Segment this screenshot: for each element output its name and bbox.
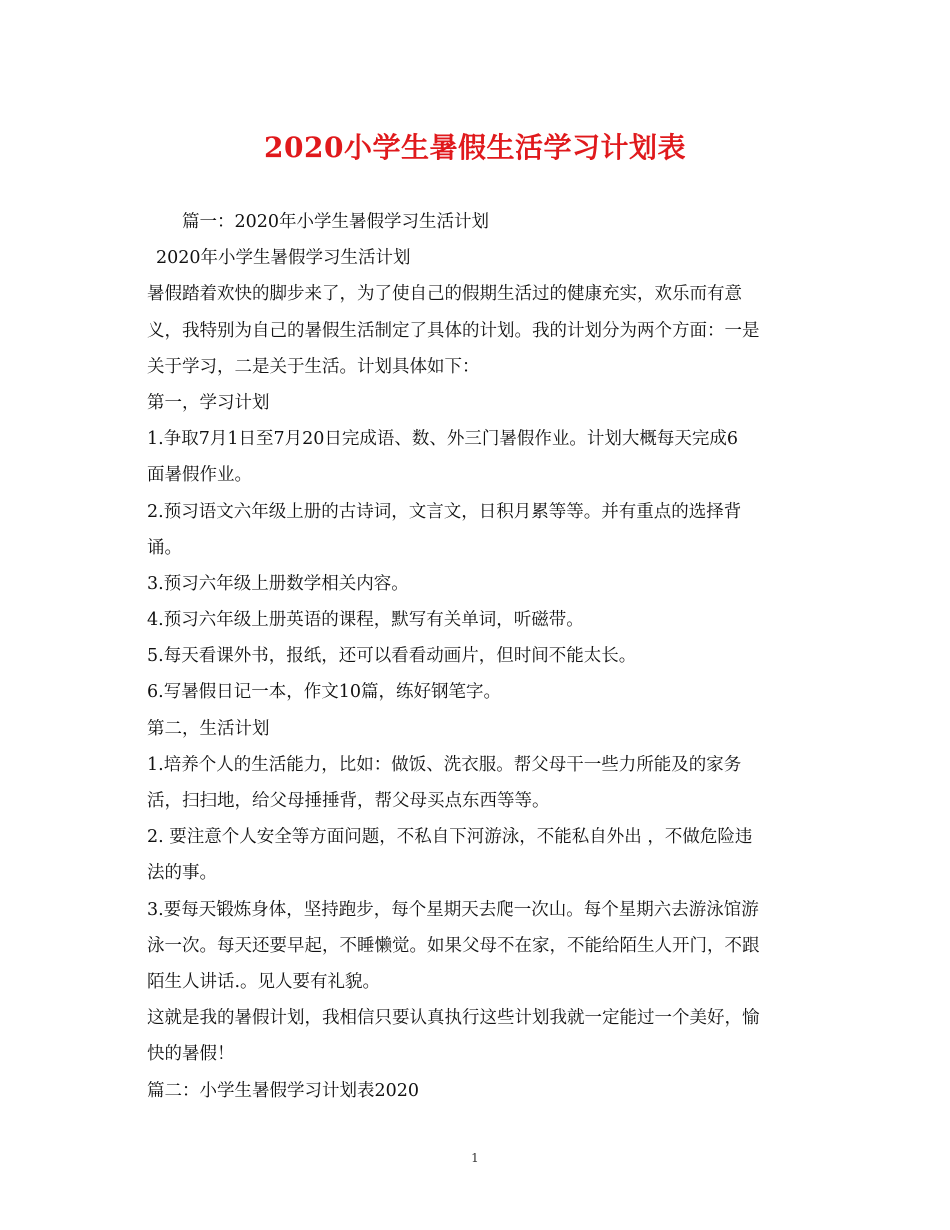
paragraph-line: 暑假踏着欢快的脚步来了，为了使自己的假期生活过的健康充实，欢乐而有意: [147, 284, 742, 305]
subheading: 2020年小学生暑假学习生活计划: [156, 248, 411, 269]
list-item: 5.每天看课外书，报纸，还可以看看动画片，但时间不能太长。: [147, 646, 637, 667]
section-heading-part-two: 篇二：小学生暑假学习计划表2020: [147, 1080, 420, 1101]
page-number: 1: [471, 1151, 479, 1165]
list-item: 2. 要注意个人安全等方面问题，不私自下河游泳，不能私自外出 ，不做危险违: [147, 827, 753, 848]
section-heading-part-one: 篇一：2020年小学生暑假学习生活计划: [182, 212, 490, 232]
list-item-continuation: 面暑假作业。: [147, 465, 252, 486]
list-item-continuation: 泳一次。每天还要早起，不睡懒觉。如果父母不在家，不能给陌生人开门，不跟: [147, 935, 760, 956]
paragraph-line: 义，我特别为自己的暑假生活制定了具体的计划。我的计划分为两个方面：一是: [147, 320, 760, 341]
list-item: 3.预习六年级上册数学相关内容。: [147, 573, 409, 594]
section-heading-life: 第二，生活计划: [147, 718, 270, 739]
paragraph-line: 快的暑假！: [147, 1044, 235, 1065]
document-body: [147, 204, 807, 1109]
list-item-continuation: 诵。: [147, 537, 182, 558]
list-item: 1.争取7月1日至7月20日完成语、数、外三门暑假作业。计划大概每天完成6: [147, 429, 738, 450]
list-item: 1.培养个人的生活能力，比如：做饭、洗衣服。帮父母干一些力所能及的家务: [147, 754, 742, 775]
document-title: 2020小学生暑假生活学习计划表: [264, 131, 686, 164]
list-item: 3.要每天锻炼身体，坚持跑步，每个星期天去爬一次山。每个星期六去游泳馆游: [147, 899, 759, 920]
list-item: 6.写暑假日记一本，作文10篇，练好钢笔字。: [147, 682, 501, 703]
list-item-continuation: 法的事。: [147, 863, 217, 884]
list-item: 2.预习语文六年级上册的古诗词，文言文，日积月累等等。并有重点的选择背: [147, 501, 742, 522]
list-item: 4.预习六年级上册英语的课程，默写有关单词，听磁带。: [147, 610, 584, 631]
list-item-continuation: 陌生人讲话.。见人要有礼貌。: [147, 971, 381, 992]
paragraph-line: 这就是我的暑假计划，我相信只要认真执行这些计划我就一定能过一个美好，愉: [147, 1008, 760, 1029]
paragraph-line: 关于学习，二是关于生活。计划具体如下：: [147, 356, 480, 377]
section-heading-study: 第一，学习计划: [147, 392, 270, 413]
list-item-continuation: 活，扫扫地，给父母捶捶背，帮父母买点东西等等。: [147, 791, 550, 811]
